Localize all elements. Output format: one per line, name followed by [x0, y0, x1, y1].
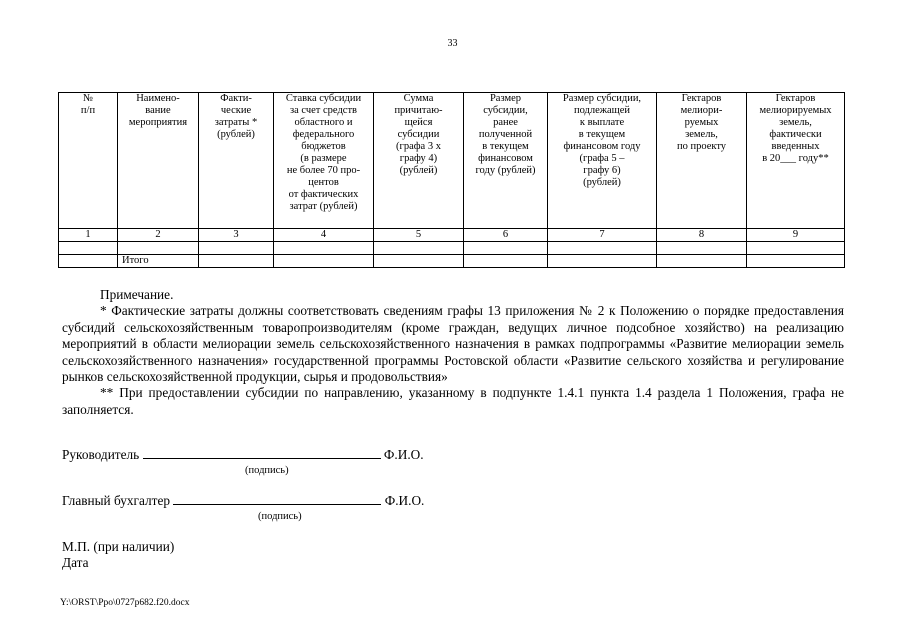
signature-caption: (подпись) — [258, 511, 302, 522]
table-cell — [274, 242, 374, 255]
table-cell — [374, 255, 464, 268]
page-number: 33 — [447, 38, 458, 49]
table-cell — [59, 242, 118, 255]
subsidy-table — [58, 92, 845, 268]
head-signature-line — [62, 446, 424, 463]
column-number: 5 — [374, 229, 464, 242]
column-header: Наимено- вание мероприятия — [118, 93, 199, 229]
column-number: 4 — [274, 229, 374, 242]
column-number: 8 — [657, 229, 747, 242]
column-number: 9 — [747, 229, 845, 242]
table-cell — [464, 242, 548, 255]
signature-line — [143, 446, 381, 459]
column-header: Гектаров мелиори- руемых земель, по проекту — [657, 93, 747, 229]
table-cell — [657, 242, 747, 255]
table-cell — [118, 242, 199, 255]
signature-line — [173, 492, 381, 505]
table-row — [59, 242, 845, 255]
column-header: Гектаров мелиорируемых земель, фактически введенных в 20___ году** — [747, 93, 845, 229]
table-cell — [657, 255, 747, 268]
table-cell — [747, 255, 845, 268]
date-label: Дата — [62, 555, 89, 570]
column-number: 2 — [118, 229, 199, 242]
signature-caption: (подпись) — [245, 465, 289, 476]
table-cell — [747, 242, 845, 255]
head-label: Руководитель — [62, 447, 140, 462]
table-cell — [464, 255, 548, 268]
name-label: Ф.И.О. — [383, 447, 424, 462]
column-number: 6 — [464, 229, 548, 242]
column-header: Факти- ческие затраты * (рублей) — [199, 93, 274, 229]
column-header: Сумма причитаю- щейся субсидии (графа 3 х графу 4) (рублей) — [374, 93, 464, 229]
table-header-row — [59, 93, 845, 229]
note-paragraph-2: ** При предоставлении субсидии по направлению, указанному в подпункте 1.4.1 пункта 1.4 раздела 1 Положения, графа не заполняется. — [62, 385, 844, 417]
column-header: Размер субсидии, ранее полученной в текущем финансовом году (рублей) — [464, 93, 548, 229]
note-paragraph-1: * Фактические затраты должны соответствовать сведениям графы 13 приложения № 2 к Положению о порядке предоставления субсидий сельскохозяйственным товаропроизводителям (кроме граждан, ведущих личное подсобное хозяйство) на реализацию мероприятий в области мелиорации земель сельскохозяйственного назначения в рамках подпрограммы «Развитие мелиорации земель сельскохозяйственного назначения» государственной программы Ростовской области «Развитие сельского хозяйства и регулирование рынков сельскохозяйственной продукции, сырья и продовольствия» — [62, 303, 844, 385]
file-path-footer: Y:\ORST\Ppo\0727p682.f20.docx — [60, 598, 190, 608]
total-label: Итого — [118, 255, 199, 268]
accountant-label: Главный бухгалтер — [62, 493, 171, 508]
column-number: 3 — [199, 229, 274, 242]
column-number: 7 — [548, 229, 657, 242]
note-title: Примечание. — [100, 287, 174, 302]
table-cell — [59, 255, 118, 268]
table-cell — [548, 255, 657, 268]
note-block — [62, 287, 844, 418]
accountant-signature-line — [62, 492, 424, 509]
column-number: 1 — [59, 229, 118, 242]
table-cell — [548, 242, 657, 255]
total-row — [59, 255, 845, 268]
table-cell — [199, 242, 274, 255]
stamp-label: М.П. (при наличии) — [62, 539, 175, 554]
table-cell — [274, 255, 374, 268]
column-header: № п/п — [59, 93, 118, 229]
column-header: Размер субсидии, подлежащей к выплате в текущем финансовом году (графа 5 – графу 6) (рублей) — [548, 93, 657, 229]
table-cell — [374, 242, 464, 255]
table-cell — [199, 255, 274, 268]
name-label: Ф.И.О. — [384, 493, 425, 508]
column-header: Ставка субсидии за счет средств областного и федерального бюджетов (в размере не более 70 про- центов от фактических затрат (рублей) — [274, 93, 374, 229]
column-number-row — [59, 229, 845, 242]
